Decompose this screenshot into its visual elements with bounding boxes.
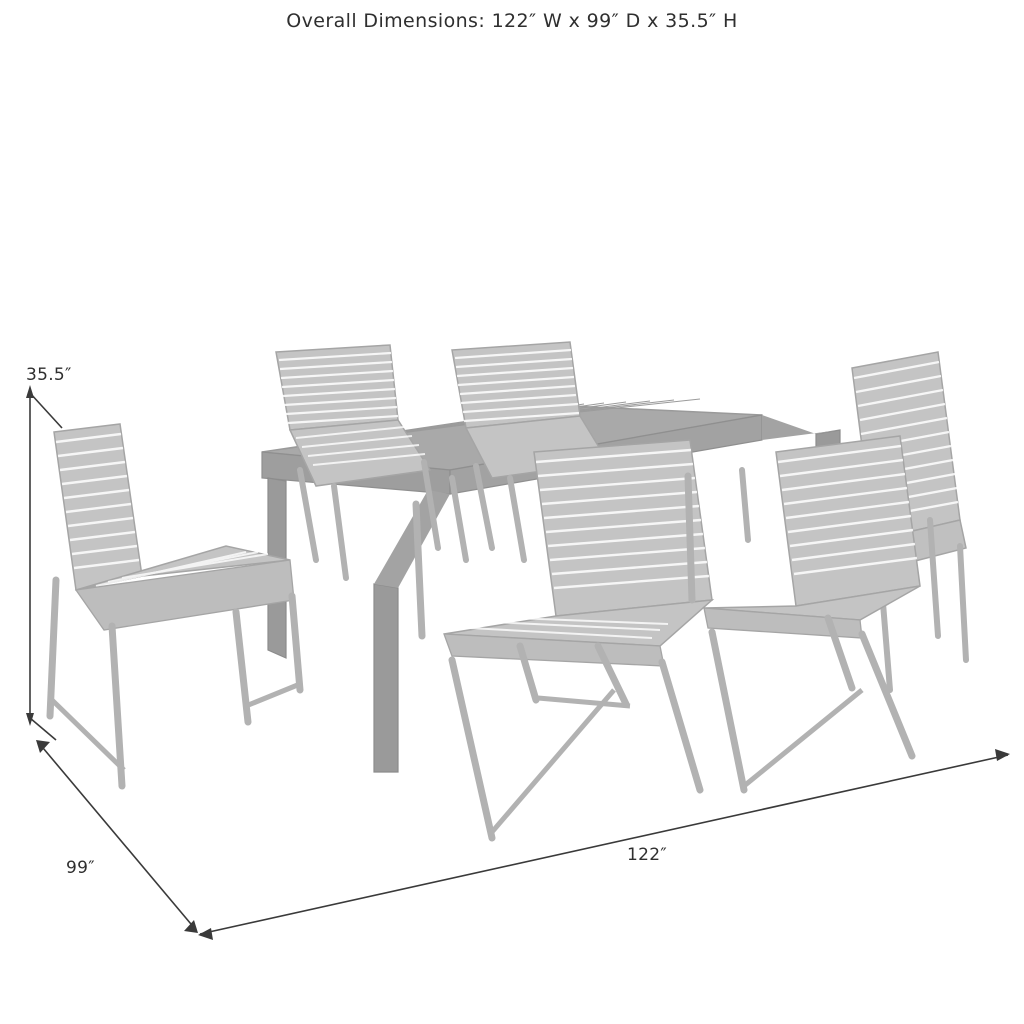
chair-back — [534, 440, 712, 616]
table-leg-front-right — [374, 584, 398, 772]
chair-stretcher — [492, 690, 630, 832]
dining-chair — [416, 440, 712, 838]
depth-dimension-label: 99″ — [66, 858, 95, 878]
height-leader-top — [30, 393, 62, 428]
width-arrow-left — [198, 928, 213, 940]
width-dimension-label: 122″ — [627, 845, 667, 865]
depth-arrow-top — [36, 740, 50, 753]
width-dimension-line — [200, 755, 1008, 934]
height-dimension-label: 35.5″ — [26, 365, 72, 385]
page-title: Overall Dimensions: 122″ W x 99″ D x 35.5″ H — [286, 10, 738, 32]
height-leader-bottom — [30, 718, 56, 740]
chair-stretcher — [52, 684, 300, 770]
depth-dimension-line — [38, 742, 196, 930]
depth-arrow-bottom — [184, 920, 198, 933]
chair-stretcher — [744, 690, 862, 786]
